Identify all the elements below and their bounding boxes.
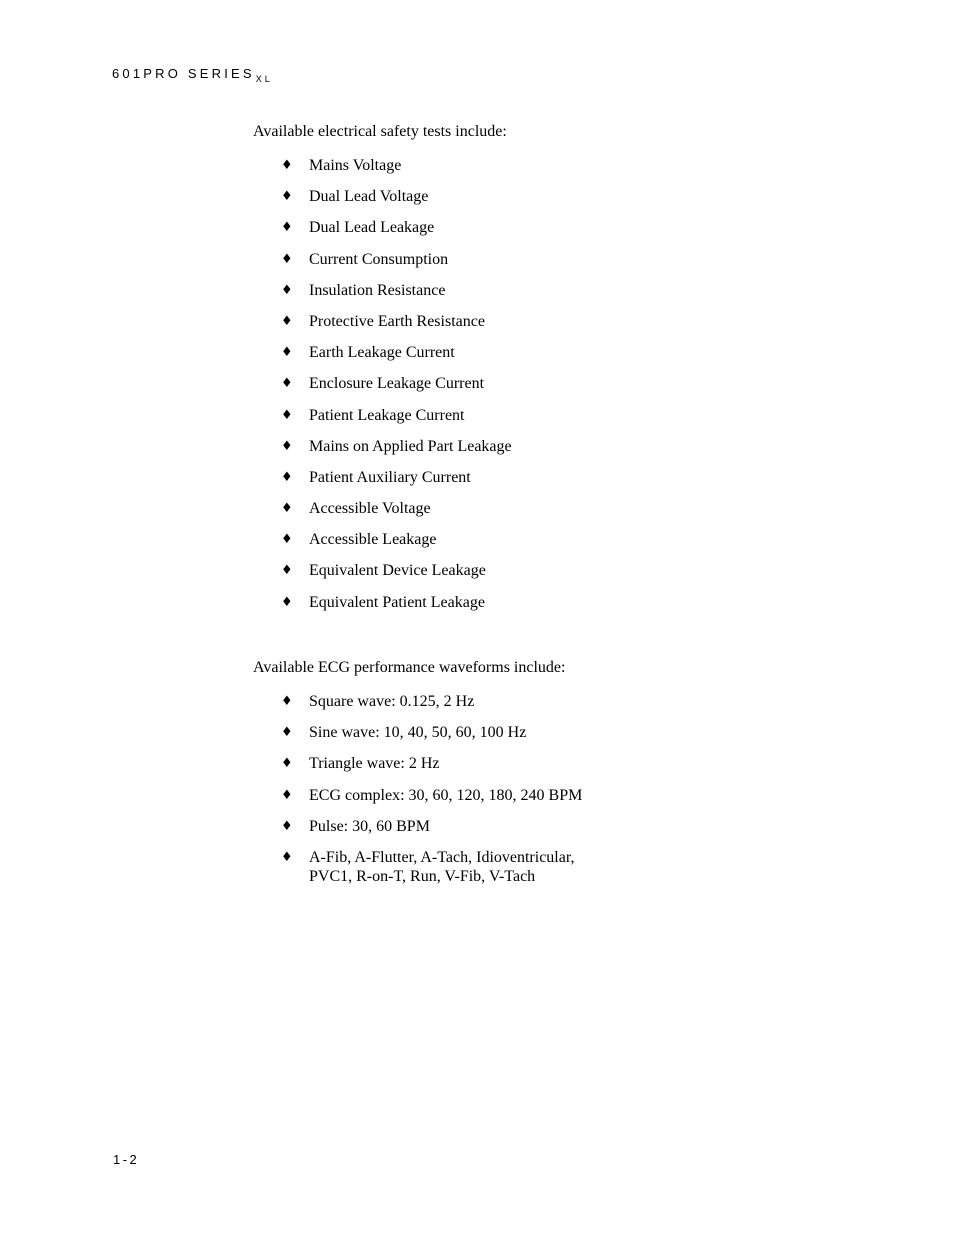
ecg-waveforms-list bbox=[253, 692, 582, 886]
diamond-bullet-icon: ♦ bbox=[281, 189, 293, 205]
diamond-bullet-icon: ♦ bbox=[281, 756, 293, 772]
ecg-waveforms-section bbox=[253, 658, 582, 886]
list-item: ♦ Current Consumption bbox=[281, 250, 449, 268]
diamond-bullet-icon: ♦ bbox=[281, 469, 293, 485]
list-item: ♦ Earth Leakage Current bbox=[281, 344, 455, 362]
diamond-bullet-icon: ♦ bbox=[281, 158, 293, 173]
list-item: ♦ Accessible Voltage bbox=[281, 500, 431, 518]
list-item: ♦ Protective Earth Resistance bbox=[281, 312, 485, 330]
list-item: ♦ Square wave: 0.125, 2 Hz bbox=[281, 693, 475, 710]
diamond-bullet-icon: ♦ bbox=[281, 694, 293, 709]
list-item: ♦ A-Fib, A-Flutter, A-Tach, Idioventricular, PVC1, R-on-T, Run, V-Fib, V-Tach bbox=[281, 848, 575, 885]
diamond-bullet-icon: ♦ bbox=[281, 251, 293, 267]
diamond-bullet-icon: ♦ bbox=[281, 563, 293, 579]
list-item: ♦ Patient Leakage Current bbox=[281, 406, 465, 424]
list-item: ♦ Triangle wave: 2 Hz bbox=[281, 755, 440, 773]
header-subscript: XL bbox=[255, 74, 273, 84]
safety-tests-list bbox=[253, 156, 512, 612]
running-header bbox=[112, 66, 273, 84]
diamond-bullet-icon: ♦ bbox=[281, 532, 293, 548]
list-item: ♦ Sine wave: 10, 40, 50, 60, 100 Hz bbox=[281, 724, 527, 742]
diamond-bullet-icon: ♦ bbox=[281, 849, 293, 865]
diamond-bullet-icon: ♦ bbox=[281, 345, 293, 361]
diamond-bullet-icon: ♦ bbox=[281, 376, 293, 392]
diamond-bullet-icon: ♦ bbox=[281, 282, 293, 298]
diamond-bullet-icon: ♦ bbox=[281, 438, 293, 454]
safety-tests-section bbox=[253, 122, 512, 612]
list-item: ♦ Accessible Leakage bbox=[281, 531, 437, 549]
list-item: ♦ ECG complex: 30, 60, 120, 180, 240 BPM bbox=[281, 786, 583, 804]
diamond-bullet-icon: ♦ bbox=[281, 787, 293, 803]
diamond-bullet-icon: ♦ bbox=[281, 407, 293, 423]
diamond-bullet-icon: ♦ bbox=[281, 594, 293, 610]
safety-tests-intro: Available electrical safety tests include: bbox=[253, 123, 507, 140]
header-title: 601PRO SERIES bbox=[112, 66, 255, 81]
list-item: ♦ Insulation Resistance bbox=[281, 281, 446, 299]
list-item: ♦ Dual Lead Voltage bbox=[281, 188, 429, 206]
list-item: ♦ Pulse: 30, 60 BPM bbox=[281, 817, 430, 835]
list-item: ♦ Enclosure Leakage Current bbox=[281, 375, 485, 393]
diamond-bullet-icon: ♦ bbox=[281, 725, 293, 741]
list-item: ♦ Patient Auxiliary Current bbox=[281, 468, 471, 486]
list-item: ♦ Equivalent Device Leakage bbox=[281, 562, 486, 580]
ecg-waveforms-intro: Available ECG performance waveforms include: bbox=[253, 659, 566, 676]
list-item: ♦ Dual Lead Leakage bbox=[281, 219, 435, 237]
page-number: 1-2 bbox=[113, 1152, 140, 1167]
diamond-bullet-icon: ♦ bbox=[281, 818, 293, 834]
list-item: ♦ Equivalent Patient Leakage bbox=[281, 593, 485, 611]
diamond-bullet-icon: ♦ bbox=[281, 313, 293, 329]
diamond-bullet-icon: ♦ bbox=[281, 220, 293, 236]
list-item: ♦ Mains Voltage bbox=[281, 157, 402, 174]
diamond-bullet-icon: ♦ bbox=[281, 501, 293, 517]
list-item: ♦ Mains on Applied Part Leakage bbox=[281, 437, 512, 455]
